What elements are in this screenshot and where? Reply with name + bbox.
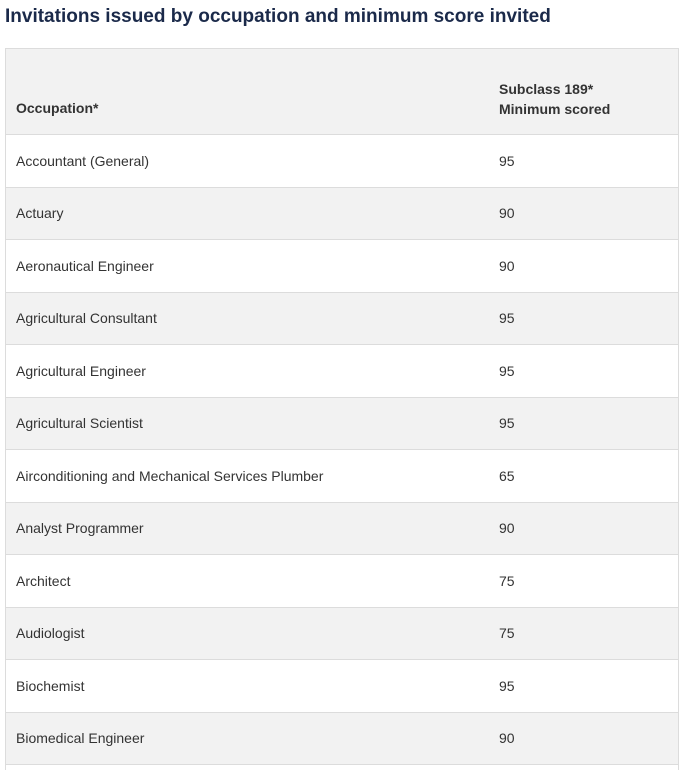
table-row <box>6 345 678 398</box>
cell-minimum-score: 95 <box>499 415 515 432</box>
cell-occupation: Biochemist <box>16 677 85 694</box>
cell-occupation: Aeronautical Engineer <box>16 257 154 274</box>
table-row <box>6 608 678 661</box>
cell-minimum-score: 90 <box>499 205 515 222</box>
header-score-line2: Minimum scored <box>499 101 611 117</box>
header-score-line1: Subclass 189* <box>499 81 594 97</box>
cell-occupation: Accountant (General) <box>16 152 150 169</box>
table-row <box>6 765 678 770</box>
page-title: Invitations issued by occupation and minimum score invited <box>5 6 551 27</box>
cell-minimum-score: 75 <box>499 625 515 642</box>
table-row <box>6 503 678 556</box>
cell-minimum-score: 75 <box>499 572 515 589</box>
header-occupation: Occupation* <box>16 100 99 116</box>
table-row <box>6 293 678 346</box>
cell-occupation: Audiologist <box>16 625 85 642</box>
cell-occupation: Agricultural Consultant <box>16 310 157 327</box>
cell-occupation: Analyst Programmer <box>16 520 144 537</box>
header-minimum-score <box>499 79 610 119</box>
table-row <box>6 240 678 293</box>
table-body <box>6 135 678 770</box>
table-row <box>6 450 678 503</box>
occupation-table <box>5 48 679 770</box>
table-row <box>6 555 678 608</box>
cell-minimum-score: 90 <box>499 730 515 747</box>
table-row <box>6 188 678 241</box>
cell-minimum-score: 90 <box>499 520 515 537</box>
cell-minimum-score: 65 <box>499 467 515 484</box>
cell-occupation: Architect <box>16 572 71 589</box>
cell-minimum-score: 95 <box>499 310 515 327</box>
cell-occupation: Agricultural Engineer <box>16 362 146 379</box>
table-header <box>6 49 678 135</box>
cell-minimum-score: 95 <box>499 362 515 379</box>
cell-occupation: Agricultural Scientist <box>16 415 143 432</box>
table-row <box>6 660 678 713</box>
cell-minimum-score: 90 <box>499 257 515 274</box>
table-row <box>6 135 678 188</box>
cell-occupation: Biomedical Engineer <box>16 730 145 747</box>
table-row <box>6 398 678 451</box>
cell-occupation: Actuary <box>16 205 64 222</box>
cell-minimum-score: 95 <box>499 152 515 169</box>
cell-minimum-score: 95 <box>499 677 515 694</box>
cell-occupation: Airconditioning and Mechanical Services Plumber <box>16 467 324 484</box>
table-row <box>6 713 678 766</box>
